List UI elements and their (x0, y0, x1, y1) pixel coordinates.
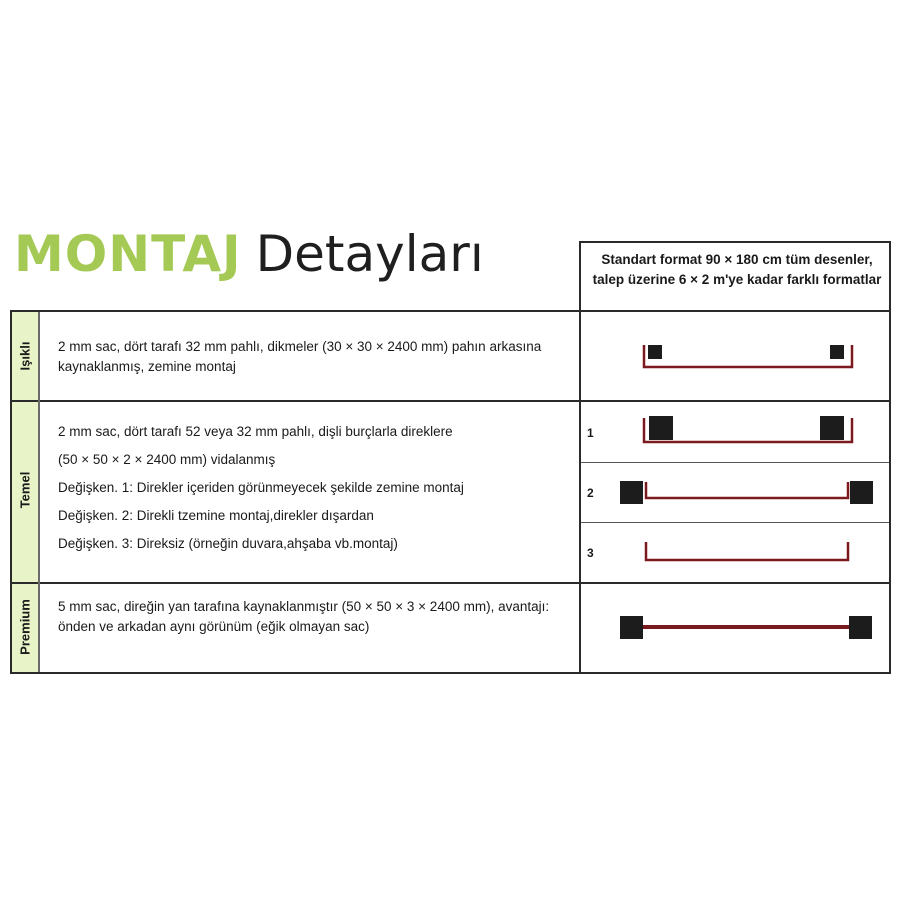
temel-variant-2: Değişken. 2: Direkli tzemine montaj,direkler dışardan (58, 508, 374, 523)
post-square (648, 345, 662, 359)
diagram-premium (620, 616, 872, 639)
temel-variant-3: Değişken. 3: Direksiz (örneğin duvara,ahşaba vb.montaj) (58, 536, 398, 551)
temel-line-2: (50 × 50 × 2 × 2400 mm) vidalanmış (58, 452, 276, 467)
post-square (849, 616, 872, 639)
format-header: Standart format 90 × 180 cm tüm desenler, talep üzerine 6 × 2 m'ye kadar farklı formatlar (592, 252, 882, 287)
temel-line-1: 2 mm sac, dört tarafı 52 veya 32 mm pahlı, dişli burçlarla direklere (58, 424, 453, 439)
post-square (850, 481, 873, 504)
post-square (620, 616, 643, 639)
isikli-description: 2 mm sac, dört tarafı 32 mm pahlı, dikmeler (30 × 30 × 2400 mm) pahın arkasına kaynaklanmış, zemine montaj (58, 339, 542, 374)
variant-number-3: 3 (587, 546, 594, 560)
post-square (620, 481, 643, 504)
variant-number-1: 1 (587, 426, 594, 440)
variant-number-2: 2 (587, 486, 594, 500)
row-label-isikli: Işıklı (17, 341, 33, 371)
title-rest: Detayları (255, 225, 484, 283)
diagram-temel-variant-1 (644, 416, 852, 442)
post-square (830, 345, 844, 359)
diagram-temel-variant-2 (620, 481, 873, 504)
row-label-temel: Temel (17, 471, 33, 509)
diagram-temel-variant-3 (646, 542, 848, 560)
premium-description: 5 mm sac, direğin yan tarafına kaynaklanmıştır (50 × 50 × 3 × 2400 mm), avantajı: önden ve arkadan aynı görünüm (eğik olmayan sac) (58, 599, 550, 634)
diagram-isikli (644, 345, 852, 367)
temel-variant-1: Değişken. 1: Direkler içeriden görünmeyecek şekilde zemine montaj (58, 480, 464, 495)
row-label-premium: Premium (17, 599, 33, 655)
post-square (649, 416, 673, 440)
post-square (820, 416, 844, 440)
title-accent: MONTAJ (14, 225, 242, 283)
